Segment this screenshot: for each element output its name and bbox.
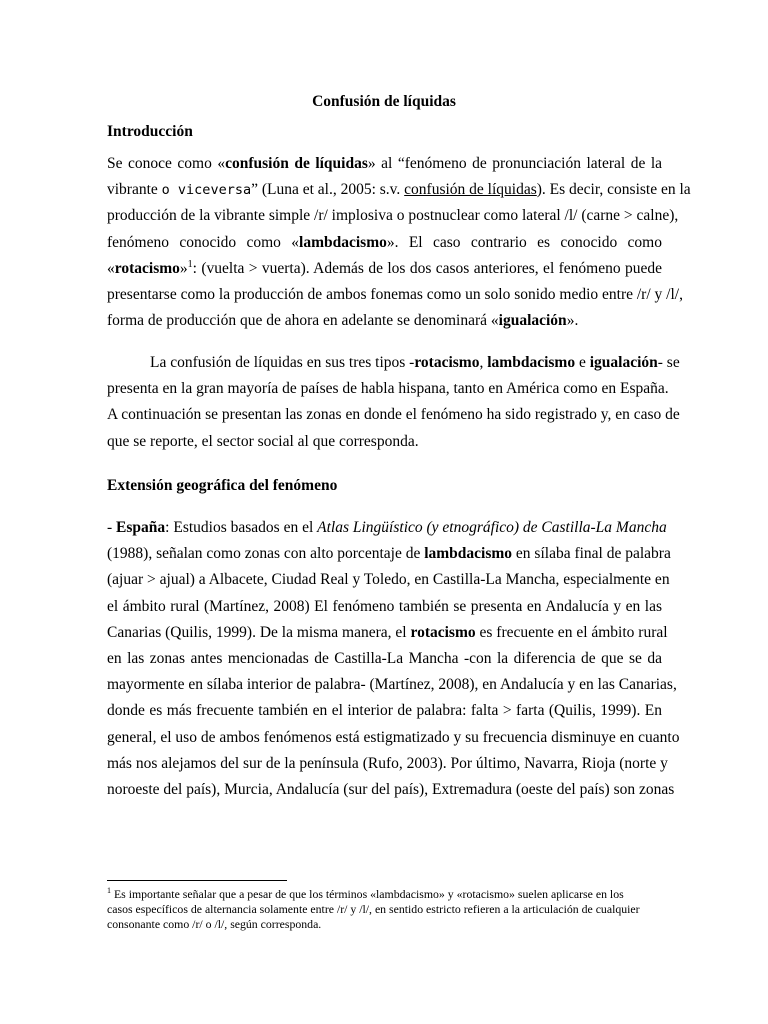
section-heading-extension: Extensión geográfica del fenómeno xyxy=(107,477,338,494)
text-line: el ámbito rural (Martínez, 2008) El fenómeno también se presenta en Andalucía y en las xyxy=(107,597,662,615)
text-run: , xyxy=(479,354,488,371)
text-run: - se xyxy=(657,354,680,371)
text-run: fenómeno conocido como « xyxy=(107,233,300,251)
text-run: Canarias (Quilis, 1999). De la misma manera, el xyxy=(107,623,411,641)
text-run: (1988), señalan como zonas con alto porcentaje de xyxy=(107,545,425,563)
text-run: » xyxy=(179,259,188,277)
text-line xyxy=(107,151,662,177)
section-heading-introduction: Introducción xyxy=(107,123,193,140)
text-run: vibrante xyxy=(107,181,162,199)
text-run: Es importante señalar que a pesar de que los términos «lambdacismo» y «rotacismo» suelen aplicarse en los xyxy=(111,887,624,901)
text-run: » al “fenómeno de pronunciación lateral de la xyxy=(367,155,663,172)
footnote-line: consonante como /r/ o /l/, según corresponda. xyxy=(107,917,322,931)
bold-term: rotacismo xyxy=(114,259,180,277)
bold-term: España xyxy=(116,519,166,536)
text-line: presenta en la gran mayoría de países de habla hispana, tanto en América como en España. xyxy=(107,380,669,398)
text-line: en las zonas antes mencionadas de Castilla-La Mancha -con la diferencia de que se da xyxy=(107,649,662,667)
bold-term: lambdacismo xyxy=(487,354,576,371)
footnote xyxy=(107,887,662,932)
text-run: en sílaba final de palabra xyxy=(512,545,671,563)
document-title: Confusión de líquidas xyxy=(312,93,456,110)
text-line xyxy=(107,350,680,376)
monospace-run: o viceversa xyxy=(161,182,252,199)
text-run: « xyxy=(107,259,115,277)
intro-paragraph-1 xyxy=(107,151,691,334)
text-run: La confusión de líquidas en sus tres tipos - xyxy=(150,354,415,371)
text-run: : (vuelta > vuerta). Además de los dos casos anteriores, el fenómeno puede xyxy=(192,259,662,277)
bold-term: confusión de líquidas xyxy=(225,155,368,172)
text-line xyxy=(107,620,668,646)
footnote-separator xyxy=(107,880,287,881)
text-line: (ajuar > ajual) a Albacete, Ciudad Real y Toledo, en Castilla-La Mancha, especialmente en xyxy=(107,571,670,589)
text-line xyxy=(107,515,667,541)
extension-paragraph-spain xyxy=(107,515,680,803)
text-run: - xyxy=(107,519,117,536)
text-line xyxy=(107,308,662,334)
text-line xyxy=(107,256,662,282)
bold-term: lambdacismo xyxy=(424,545,513,563)
text-line xyxy=(107,230,662,256)
text-run: ». xyxy=(566,312,579,330)
footnote-reference[interactable]: 1 xyxy=(187,258,193,270)
footnote-marker: 1 xyxy=(107,886,111,896)
bold-term: lambdacismo xyxy=(299,233,387,251)
text-line: presentarse como la producción de ambos fonemas como un solo sonido medio entre /r/ y /l/, xyxy=(107,285,683,303)
underlined-term: confusión de líquidas xyxy=(404,181,537,199)
text-line xyxy=(107,177,691,203)
text-run: ” (Luna et al., 2005: s.v. xyxy=(251,181,405,199)
text-run: ). Es decir, consiste en la xyxy=(536,181,691,199)
text-line: donde es más frecuente también en el interior de palabra: falta > farta (Quilis, 1999). En xyxy=(107,702,662,720)
text-run: es frecuente en el ámbito rural xyxy=(475,623,668,641)
text-line: mayormente en sílaba interior de palabra- (Martínez, 2008), en Andalucía y en las Canarias, xyxy=(107,676,677,694)
text-line: producción de la vibrante simple /r/ implosiva o postnuclear como lateral /l/ (carne > calne), xyxy=(107,207,679,225)
intro-paragraph-2 xyxy=(107,350,680,455)
bold-term: rotacismo xyxy=(414,354,480,371)
text-line: general, el uso de ambos fenómenos está estigmatizado y su frecuencia disminuye en cuanto xyxy=(107,728,680,746)
text-run: : Estudios basados en el xyxy=(165,519,318,536)
italic-title: Atlas Lingüístico (y etnográfico) de Castilla-La Mancha xyxy=(317,519,667,536)
bold-term: igualación xyxy=(589,354,658,371)
text-line: A continuación se presentan las zonas en donde el fenómeno ha sido registrado y, en caso de xyxy=(107,406,680,424)
text-line: noroeste del país), Murcia, Andalucía (sur del país), Extremadura (oeste del país) son zonas xyxy=(107,780,675,798)
bold-term: igualación xyxy=(498,312,567,330)
text-run: forma de producción que de ahora en adelante se denominará « xyxy=(107,312,499,330)
footnote-line: casos específicos de alternancia solamente entre /r/ y /l/, en sentido estricto refieren a la articulación de cualquier xyxy=(107,902,640,916)
text-run: e xyxy=(575,354,590,371)
bold-term: rotacismo xyxy=(410,623,476,641)
text-line: que se reporte, el sector social al que corresponda. xyxy=(107,432,419,450)
text-run: Se conoce como « xyxy=(107,155,226,172)
text-line xyxy=(107,541,671,567)
text-line: más nos alejamos del sur de la península (Rufo, 2003). Por último, Navarra, Rioja (norte y xyxy=(107,754,668,772)
footnote-line xyxy=(107,887,662,902)
text-run: ». El caso contrario es conocido como xyxy=(386,233,662,251)
